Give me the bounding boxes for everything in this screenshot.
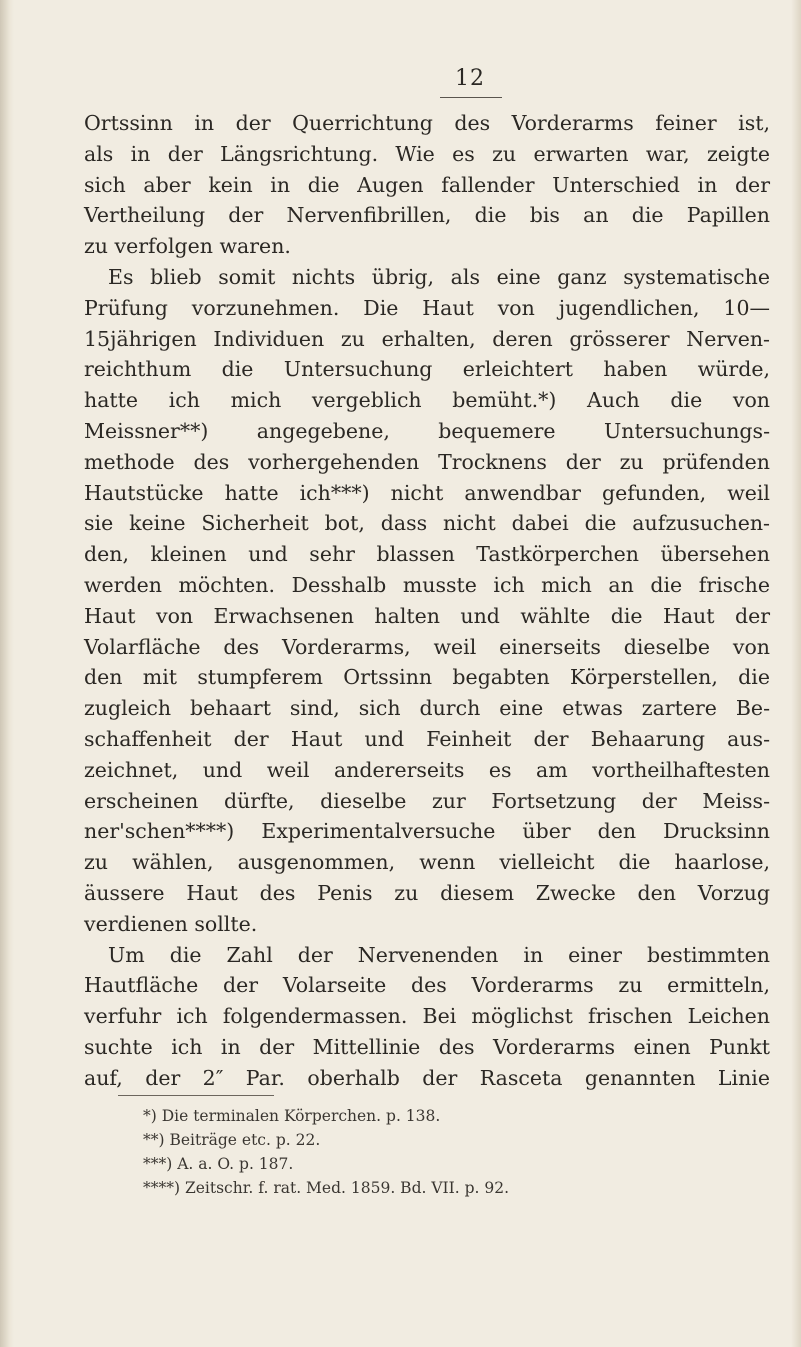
footnote: *) Die terminalen Körperchen. p. 138. [143,1107,441,1125]
text-line: Meissner**) angegebene, bequemere Untersuchungs- [84,418,770,443]
text-line: Volarfläche des Vorderarms, weil einerseits dieselbe von [84,634,770,659]
text-line: äussere Haut des Penis zu diesem Zwecke den Vorzug [84,880,770,905]
text-line: Um die Zahl der Nervenenden in einer bestimmten [108,942,770,967]
text-line: methode des vorhergehenden Trocknens der zu prüfenden [84,449,770,474]
text-line: Es blieb somit nichts übrig, als eine ganz systematische [108,264,770,289]
text-line: Hautstücke hatte ich***) nicht anwendbar gefunden, weil [84,480,770,505]
text-line: als in der Längsrichtung. Wie es zu erwarten war, zeigte [84,141,770,166]
text-line: reichthum die Untersuchung erleichtert haben würde, [84,357,770,382]
text-line: den, kleinen und sehr blassen Tastkörperchen übersehen [84,542,770,567]
text-line: erscheinen dürfte, dieselbe zur Fortsetzung der Meiss- [84,788,770,813]
text-line: auf, der 2″ Par. oberhalb der Rasceta genannten Linie [84,1065,770,1090]
text-line: Ortssinn in der Querrichtung des Vorderarms feiner ist, [84,111,770,135]
text-line: zu verfolgen waren. [84,234,291,259]
text-line: zugleich behaart sind, sich durch eine etwas zartere Be- [84,696,770,721]
footnotes [143,1104,743,1200]
text-line: den mit stumpferem Ortssinn begabten Körperstellen, die [84,665,770,690]
page-left-edge-shadow [0,0,14,1347]
text-line: verdienen sollte. [84,911,258,936]
text-line: ner'schen****) Experimentalversuche über den Drucksinn [84,819,770,844]
footnote-separator [118,1095,274,1096]
text-line: 15jährigen Individuen zu erhalten, deren grösserer Nerven- [84,326,770,351]
text-line: sich aber kein in die Augen fallender Unterschied in der [84,172,770,197]
text-line: Prüfung vorzunehmen. Die Haut von jugendlichen, 10— [84,295,770,320]
text-line: zu wählen, ausgenommen, wenn vielleicht die haarlose, [84,850,770,875]
text-line: hatte ich mich vergeblich bemüht.*) Auch die von [84,388,770,413]
text-line: Vertheilung der Nervenfibrillen, die bis an die Papillen [84,203,770,228]
text-line: werden möchten. Desshalb musste ich mich an die frische [84,572,770,597]
body-text [84,108,770,1094]
footnote: ***) A. a. O. p. 187. [143,1155,294,1173]
footnote: **) Beiträge etc. p. 22. [143,1131,321,1149]
text-line: suchte ich in der Mittellinie des Vorderarms einen Punkt [84,1034,770,1059]
page-number: 12 [455,66,485,91]
text-line: Hautfläche der Volarseite des Vorderarms zu ermitteln, [84,973,770,998]
footnote: ****) Zeitschr. f. rat. Med. 1859. Bd. VII. p. 92. [143,1179,510,1197]
text-line: schaffenheit der Haut und Feinheit der Behaarung aus- [84,726,770,751]
text-line: zeichnet, und weil andererseits es am vortheilhaftesten [84,757,770,782]
page-right-edge-shadow [791,0,801,1347]
text-line: Haut von Erwachsenen halten und wählte die Haut der [84,603,770,628]
page-number-rule [440,97,502,98]
text-line: sie keine Sicherheit bot, dass nicht dabei die aufzusuchen- [84,511,770,536]
text-line: verfuhr ich folgendermassen. Bei möglichst frischen Leichen [84,1004,770,1029]
